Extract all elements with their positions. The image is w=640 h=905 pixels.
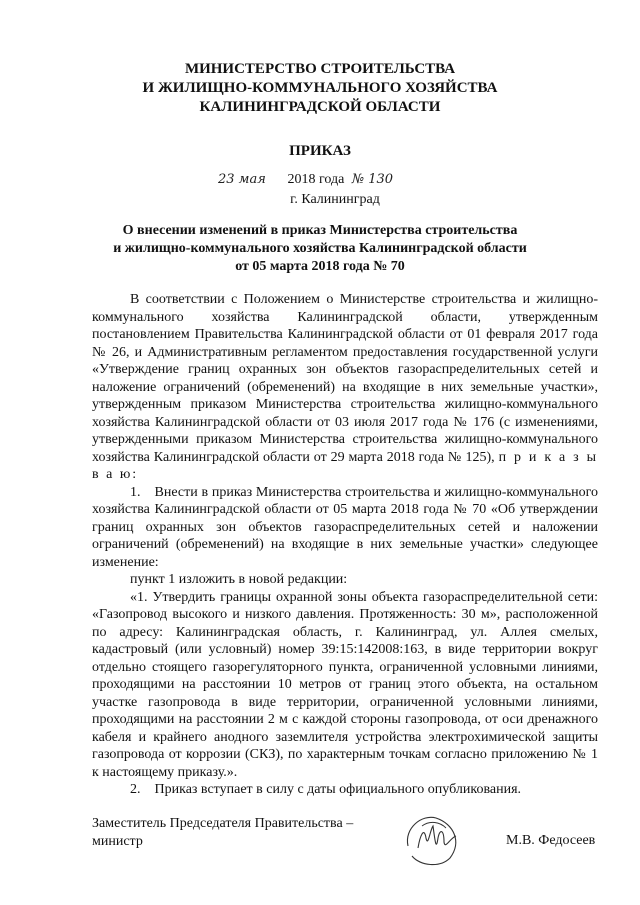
preamble-paragraph	[92, 291, 598, 484]
item-1-quote: «1. Утвердить границы охранной зоны объекта газораспределительной сети: «Газопровод высокого и низкого давления. Протяженность: 30 м», расположенной по адресу: Калининградская область, г. Калининград, ул. Аллея смелых, кадастровый (или условный) номер 39:15:142008:163, в виде территории вокруг отдельно стоящего газорегуляторного пункта, ограниченной условными линиями, проходящими на расстоянии 10 метров от границ этого объекта, на остальном участке газопровода в виде территории, ограниченной условными линиями, проходящими на расстоянии 2 м с каждой стороны газопровода, от оси дренажного кабеля и крайнего анодного заземлителя устройства электрохимической защиты газопровода от коррозии (СКЗ), по характерным точкам согласно приложению № 1 к настоящему приказу.».	[92, 589, 598, 780]
order-word: п р и к а з ы в а ю:	[92, 449, 599, 482]
date-line	[218, 172, 393, 188]
preamble-text: В соответствии с Положением о Министерстве строительства и жилищно-коммунального хозяйства Калининградской области, утвержденным постановлением Правительства Калининградской области от 01 февраля 2017 года № 26, и Административным регламентом предоставления государственной услуги «Утверждение границ охранных зон объектов газораспределительных сетей и наложение ограничений (обременений) на входящие в них земельные участки», утвержденным приказом Министерства строительства жилищно-коммунального хозяйства Калининградской области от 03 июля 2017 года № 176 (с изменениями, утвержденными приказом Министерства строительства жилищно-коммунального хозяйства Калининградской области от 29 марта 2018 года № 125),	[92, 292, 598, 465]
signer-name: М.В. Федосеев	[506, 833, 596, 848]
city: г. Калининград	[290, 192, 380, 207]
handwritten-number: № 130	[351, 172, 394, 187]
ministry-line-1: МИНИСТЕРСТВО СТРОИТЕЛЬСТВА	[184, 61, 456, 77]
subject-line-3: от 05 марта 2018 года № 70	[235, 259, 405, 274]
signer-title	[92, 815, 353, 851]
ministry-header	[0, 60, 640, 117]
ministry-line-3: КАЛИНИНГРАДСКОЙ ОБЛАСТИ	[199, 99, 441, 115]
signer-title-line-2: министр	[92, 834, 143, 849]
subject-line-2: и жилищно-коммунального хозяйства Калининградской области	[113, 241, 527, 256]
handwritten-date: 23 мая	[218, 172, 266, 187]
item-1-sub: пункт 1 изложить в новой редакции:	[130, 572, 348, 587]
item-1: 1. Внести в приказ Министерства строительства и жилищно-коммунального хозяйства Калининградской области от 05 марта 2018 года № 70 «Об утверждении границ охранных зон объектов газораспределительных сетей и наложении ограничений (обременений) на входящие в них земельные участки» следующее изменение:	[92, 484, 598, 570]
year-text: 2018 года	[287, 172, 345, 187]
item-2: 2. Приказ вступает в силу с даты официального опубликования.	[130, 782, 522, 797]
ministry-line-2: И ЖИЛИЩНО-КОММУНАЛЬНОГО ХОЗЯЙСТВА	[142, 80, 498, 96]
doc-type-title: ПРИКАЗ	[289, 143, 351, 159]
subject-line-1: О внесении изменений в приказ Министерства строительства	[122, 223, 518, 238]
signer-title-line-1: Заместитель Председателя Правительства –	[92, 816, 354, 831]
handwritten-signature	[400, 808, 470, 870]
order-body	[92, 291, 598, 799]
order-subject	[0, 222, 640, 276]
